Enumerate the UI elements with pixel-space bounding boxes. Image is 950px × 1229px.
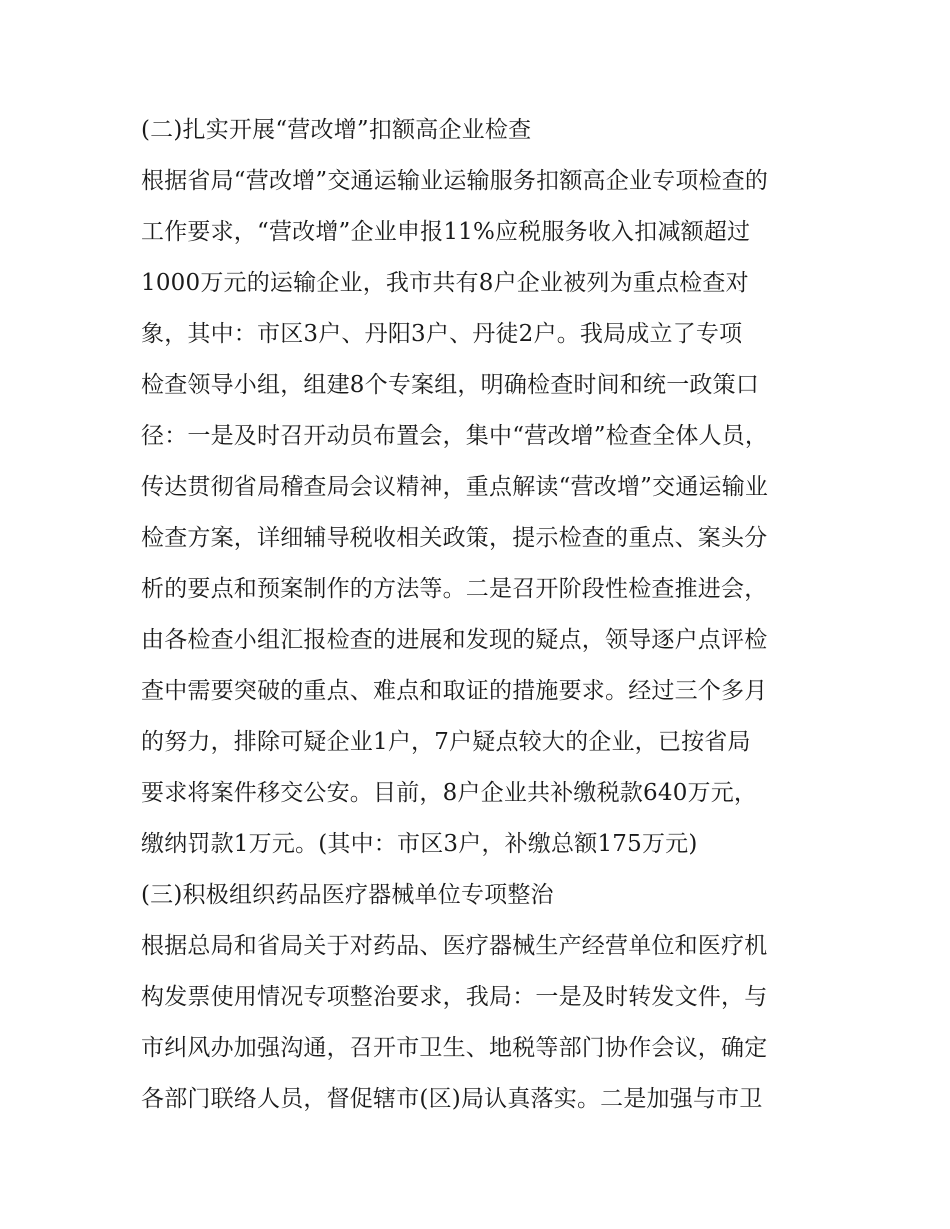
paragraph-line: 市纠风办加强沟通，召开市卫生、地税等部门协作会议，确定 — [141, 1035, 768, 1061]
paragraph-line: 要求将案件移交公安。目前，8户企业共补缴税款640万元， — [141, 780, 758, 806]
section-heading-2: (二)扎实开展“营改增”扣额高企业检查 — [141, 117, 532, 143]
paragraph-line: 传达贯彻省局稽查局会议精神，重点解读“营改增”交通运输业 — [141, 474, 769, 500]
paragraph-line: 检查领导小组，组建8个专案组，明确检查时间和统一政策口 — [141, 372, 760, 398]
paragraph-line: 象，其中：市区3户、丹阳3户、丹徒2户。我局成立了专项 — [141, 321, 743, 347]
section-heading-3: (三)积极组织药品医疗器械单位专项整治 — [141, 882, 554, 908]
paragraph-line: 析的要点和预案制作的方法等。二是召开阶段性检查推进会， — [141, 576, 768, 602]
paragraph-line: 检查方案，详细辅导税收相关政策，提示检查的重点、案头分 — [141, 525, 768, 551]
paragraph-line: 根据省局“营改增”交通运输业运输服务扣额高企业专项检查的 — [141, 168, 769, 194]
paragraph-line: 由各检查小组汇报检查的进展和发现的疑点，领导逐户点评检 — [141, 627, 768, 653]
paragraph-line: 缴纳罚款1万元。(其中：市区3户，补缴总额175万元) — [141, 831, 698, 857]
paragraph-line: 的努力，排除可疑企业1户，7户疑点较大的企业，已按省局 — [141, 729, 751, 755]
paragraph-line: 构发票使用情况专项整治要求，我局：一是及时转发文件，与 — [141, 984, 768, 1010]
paragraph-line: 工作要求，“营改增”企业申报11%应税服务收入扣减额超过 — [141, 219, 751, 245]
paragraph-line: 1000万元的运输企业，我市共有8户企业被列为重点检查对 — [141, 270, 749, 296]
document-body — [141, 112, 821, 1132]
paragraph-line: 各部门联络人员，督促辖市(区)局认真落实。二是加强与市卫 — [141, 1086, 763, 1112]
paragraph-line: 径：一是及时召开动员布置会，集中“营改增”检查全体人员， — [141, 423, 769, 449]
paragraph-line: 查中需要突破的重点、难点和取证的措施要求。经过三个多月 — [141, 678, 768, 704]
paragraph-line: 根据总局和省局关于对药品、医疗器械生产经营单位和医疗机 — [141, 933, 768, 959]
